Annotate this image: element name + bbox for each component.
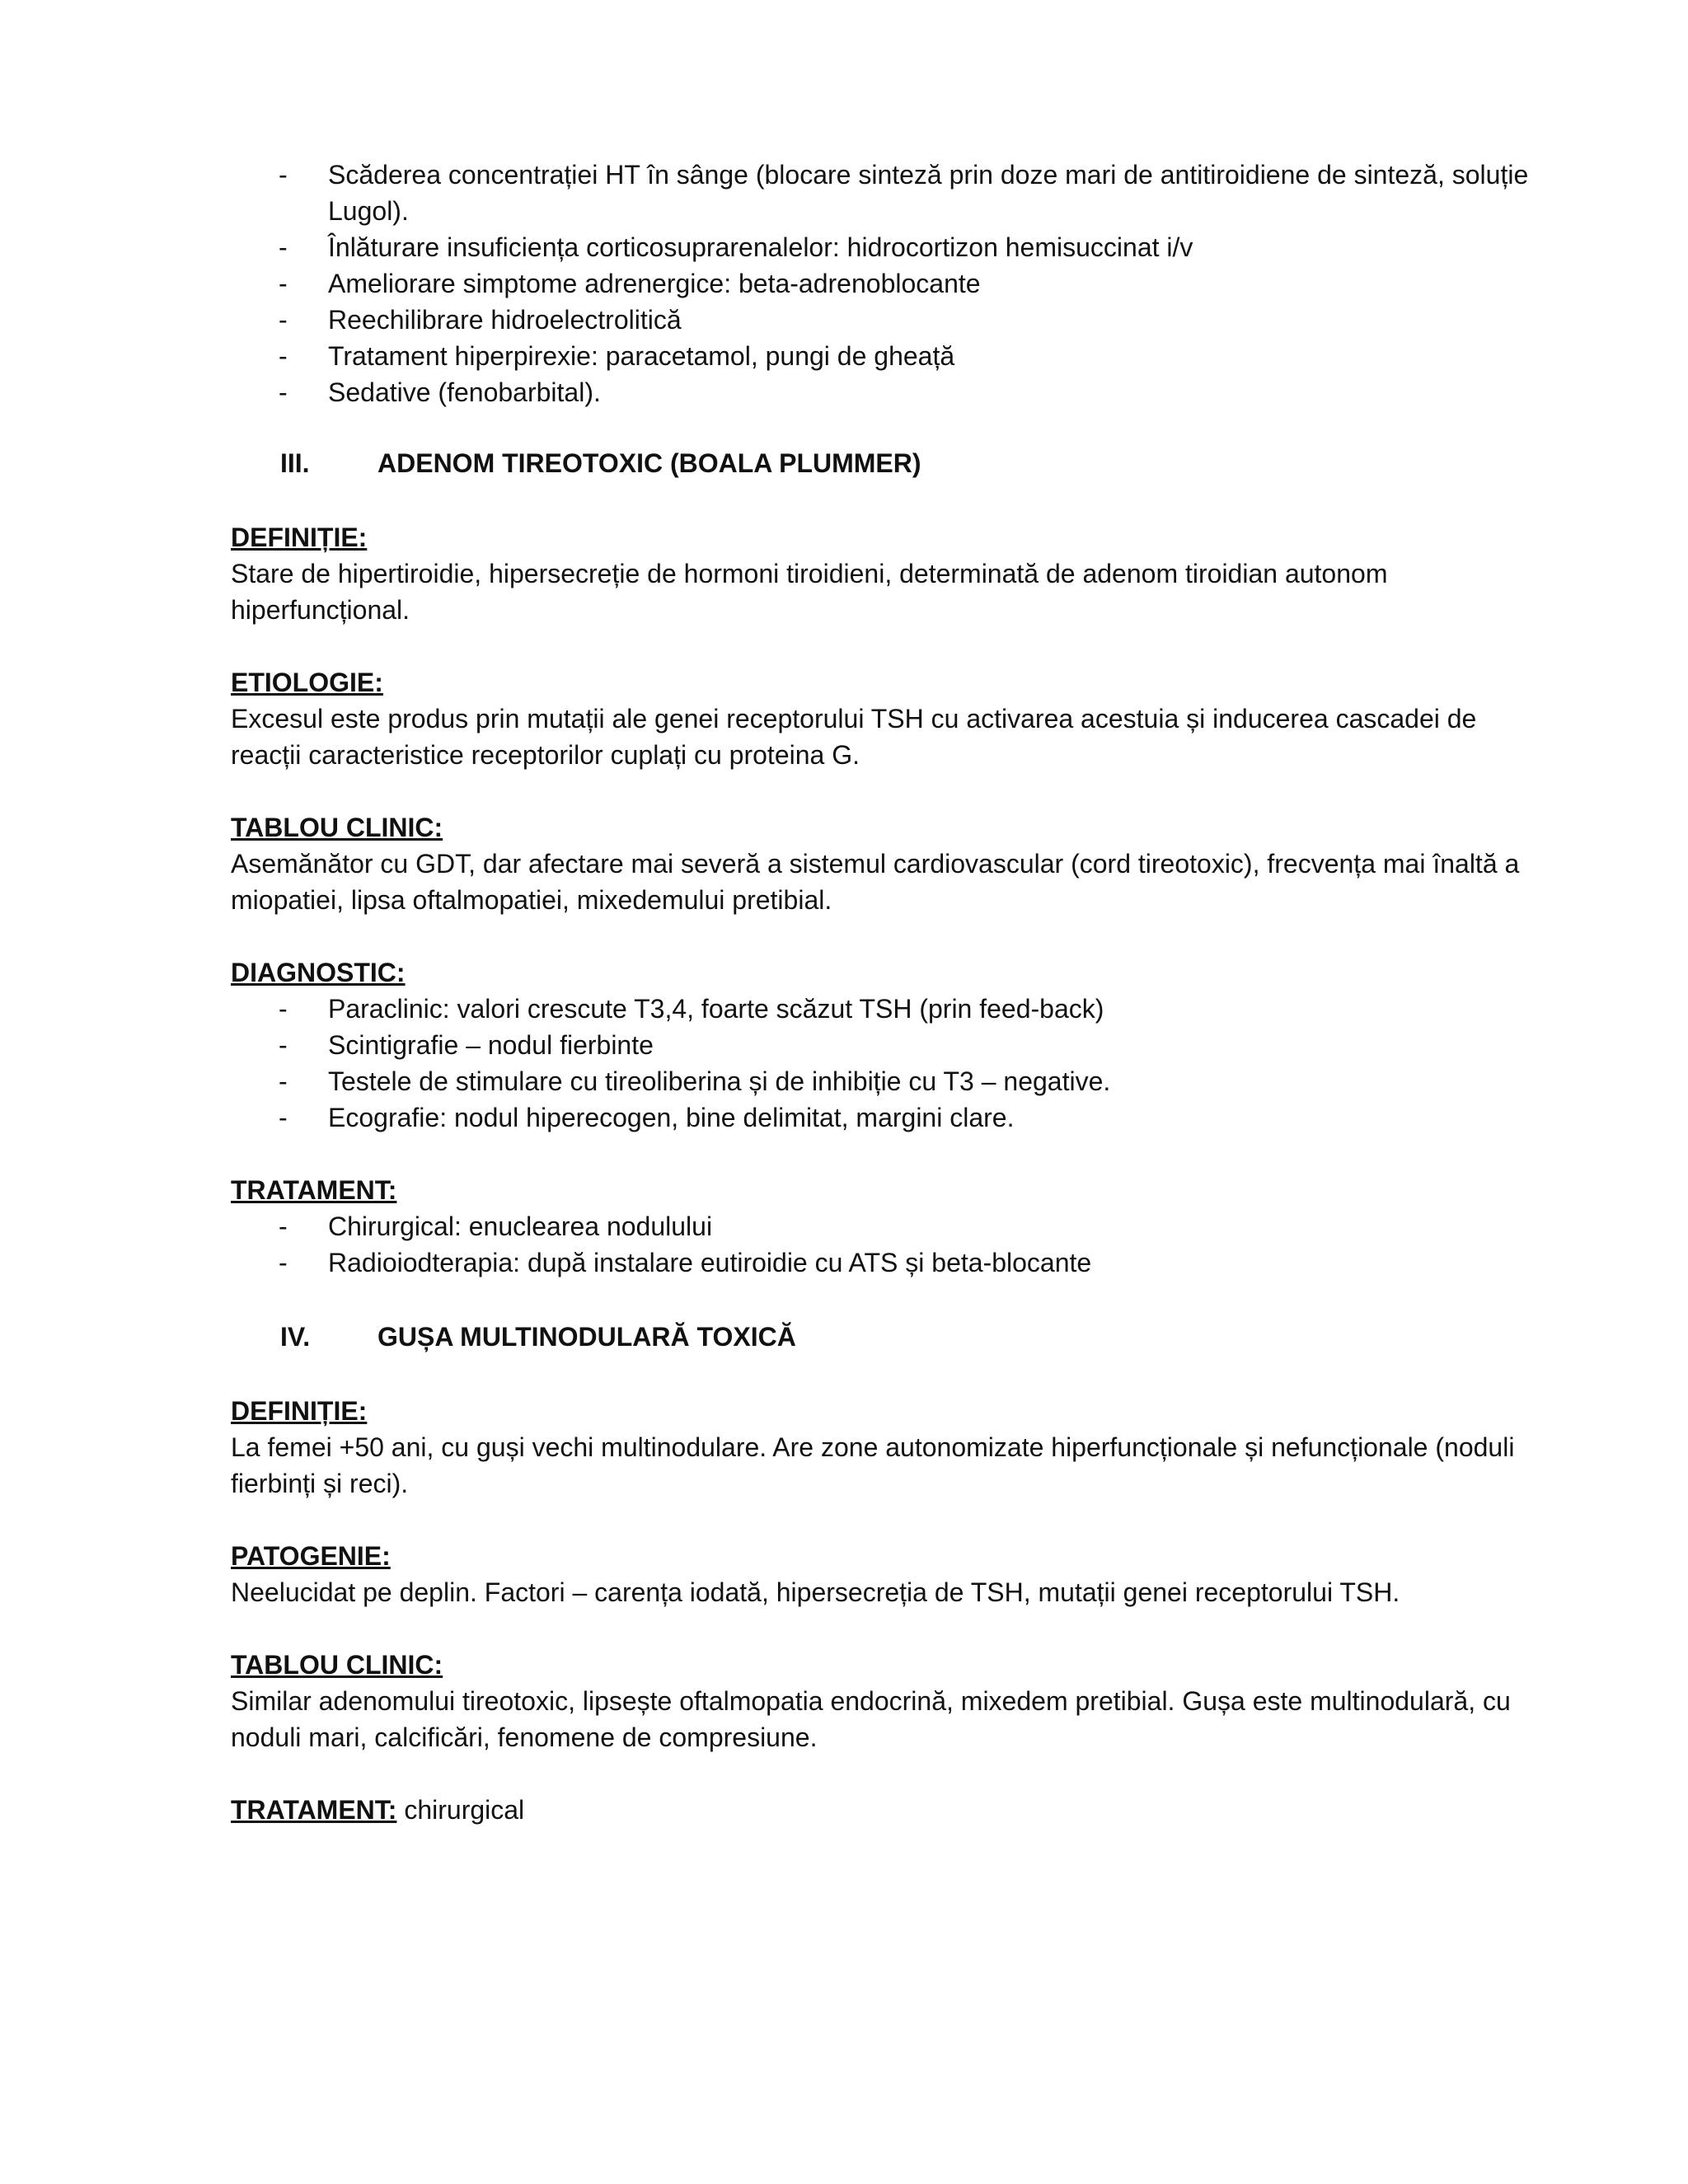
treatment-continuation-list [279,157,1531,410]
section-4-definition [231,1393,1550,1502]
section-3-title-text: ADENOM TIREOTOXIC (BOALA PLUMMER) [377,448,921,478]
treatment-heading: TRATAMENT: [231,1795,397,1825]
section-4-title [280,1319,796,1355]
clinical-heading: TABLOU CLINIC: [231,1650,443,1680]
diagnostic-list [279,991,1531,1136]
definition-heading: DEFINIȚIE: [231,1396,368,1426]
definition-text: Stare de hipertiroidie, hipersecreție de hormoni tiroidieni, determinată de adenom tiroidian autonom hiperfuncțional. [231,559,1388,625]
pathogenesis-text: Neelucidat pe deplin. Factori – carența iodată, hipersecreția de TSH, mutații genei receptorului TSH. [231,1577,1400,1607]
list-item: - Reechilibrare hidroelectrolitică [279,305,682,335]
list-item: - Ameliorare simptome adrenergice: beta-adrenoblocante [279,269,981,298]
list-item: - Scintigrafie – nodul fierbinte [279,1030,654,1060]
section-4-number: IV. [280,1322,311,1352]
list-item: - Sedative (fenobarbital). [279,377,601,407]
section-3-etiology [231,664,1550,773]
section-4-clinical [231,1647,1550,1755]
list-item: - Tratament hiperpirexie: paracetamol, pungi de gheață [279,341,955,371]
list-item: - Ecografie: nodul hiperecogen, bine delimitat, margini clare. [279,1103,1015,1132]
clinical-heading: TABLOU CLINIC: [231,813,443,842]
section-3-title [280,445,921,481]
etiology-heading: ETIOLOGIE: [231,668,383,697]
section-3-number: III. [280,448,310,478]
etiology-text: Excesul este produs prin mutații ale genei receptorului TSH cu activarea acestuia și inducerea cascadei de reacții caracteristice receptorilor cuplați cu proteina G. [231,704,1477,770]
clinical-text: Similar adenomului tireotoxic, lipsește oftalmopatia endocrină, mixedem pretibial. Gușa este multinodulară, cu noduli mari, calcificări, fenomene de compresiune. [231,1686,1511,1752]
list-item: - Înlăturare insuficiența corticosuprarenalelor: hidrocortizon hemisuccinat i/v [279,232,1193,262]
section-4-title-text: GUȘA MULTINODULARĂ TOXICĂ [377,1322,796,1352]
definition-text: La femei +50 ani, cu guși vechi multinodulare. Are zone autonomizate hiperfuncționale și nefuncționale (noduli fierbinți și reci). [231,1432,1515,1498]
section-3-treatment [231,1172,1550,1208]
clinical-text: Asemănător cu GDT, dar afectare mai severă a sistemul cardiovascular (cord tireotoxic), frecvența mai înaltă a miopatiei, lipsa oftalmopatiei, mixedemului pretibial. [231,849,1520,915]
list-item: - Radioiodterapia: după instalare eutiroidie cu ATS și beta-blocante [279,1248,1092,1277]
list-item: - Testele de stimulare cu tireoliberina și de inhibiție cu T3 – negative. [279,1066,1111,1096]
list-item: - Paraclinic: valori crescute T3,4, foarte scăzut TSH (prin feed-back) [279,994,1104,1024]
treatment-text: chirurgical [404,1795,525,1825]
pathogenesis-heading: PATOGENIE: [231,1541,391,1571]
definition-heading: DEFINIȚIE: [231,523,368,552]
diagnostic-heading: DIAGNOSTIC: [231,958,406,987]
section-3-definition [231,519,1550,628]
section-3-clinical [231,809,1550,918]
list-item: - Scăderea concentrației HT în sânge (blocare sinteză prin doze mari de antitiroidiene de sinteză, soluție Lugol). [279,160,1529,226]
treatment-list [279,1208,1531,1281]
section-4-pathogenesis [231,1538,1550,1610]
section-3-diagnostic [231,954,1550,991]
treatment-heading: TRATAMENT: [231,1175,397,1205]
list-item: - Chirurgical: enuclearea nodulului [279,1212,713,1241]
section-4-treatment [231,1792,1550,1828]
